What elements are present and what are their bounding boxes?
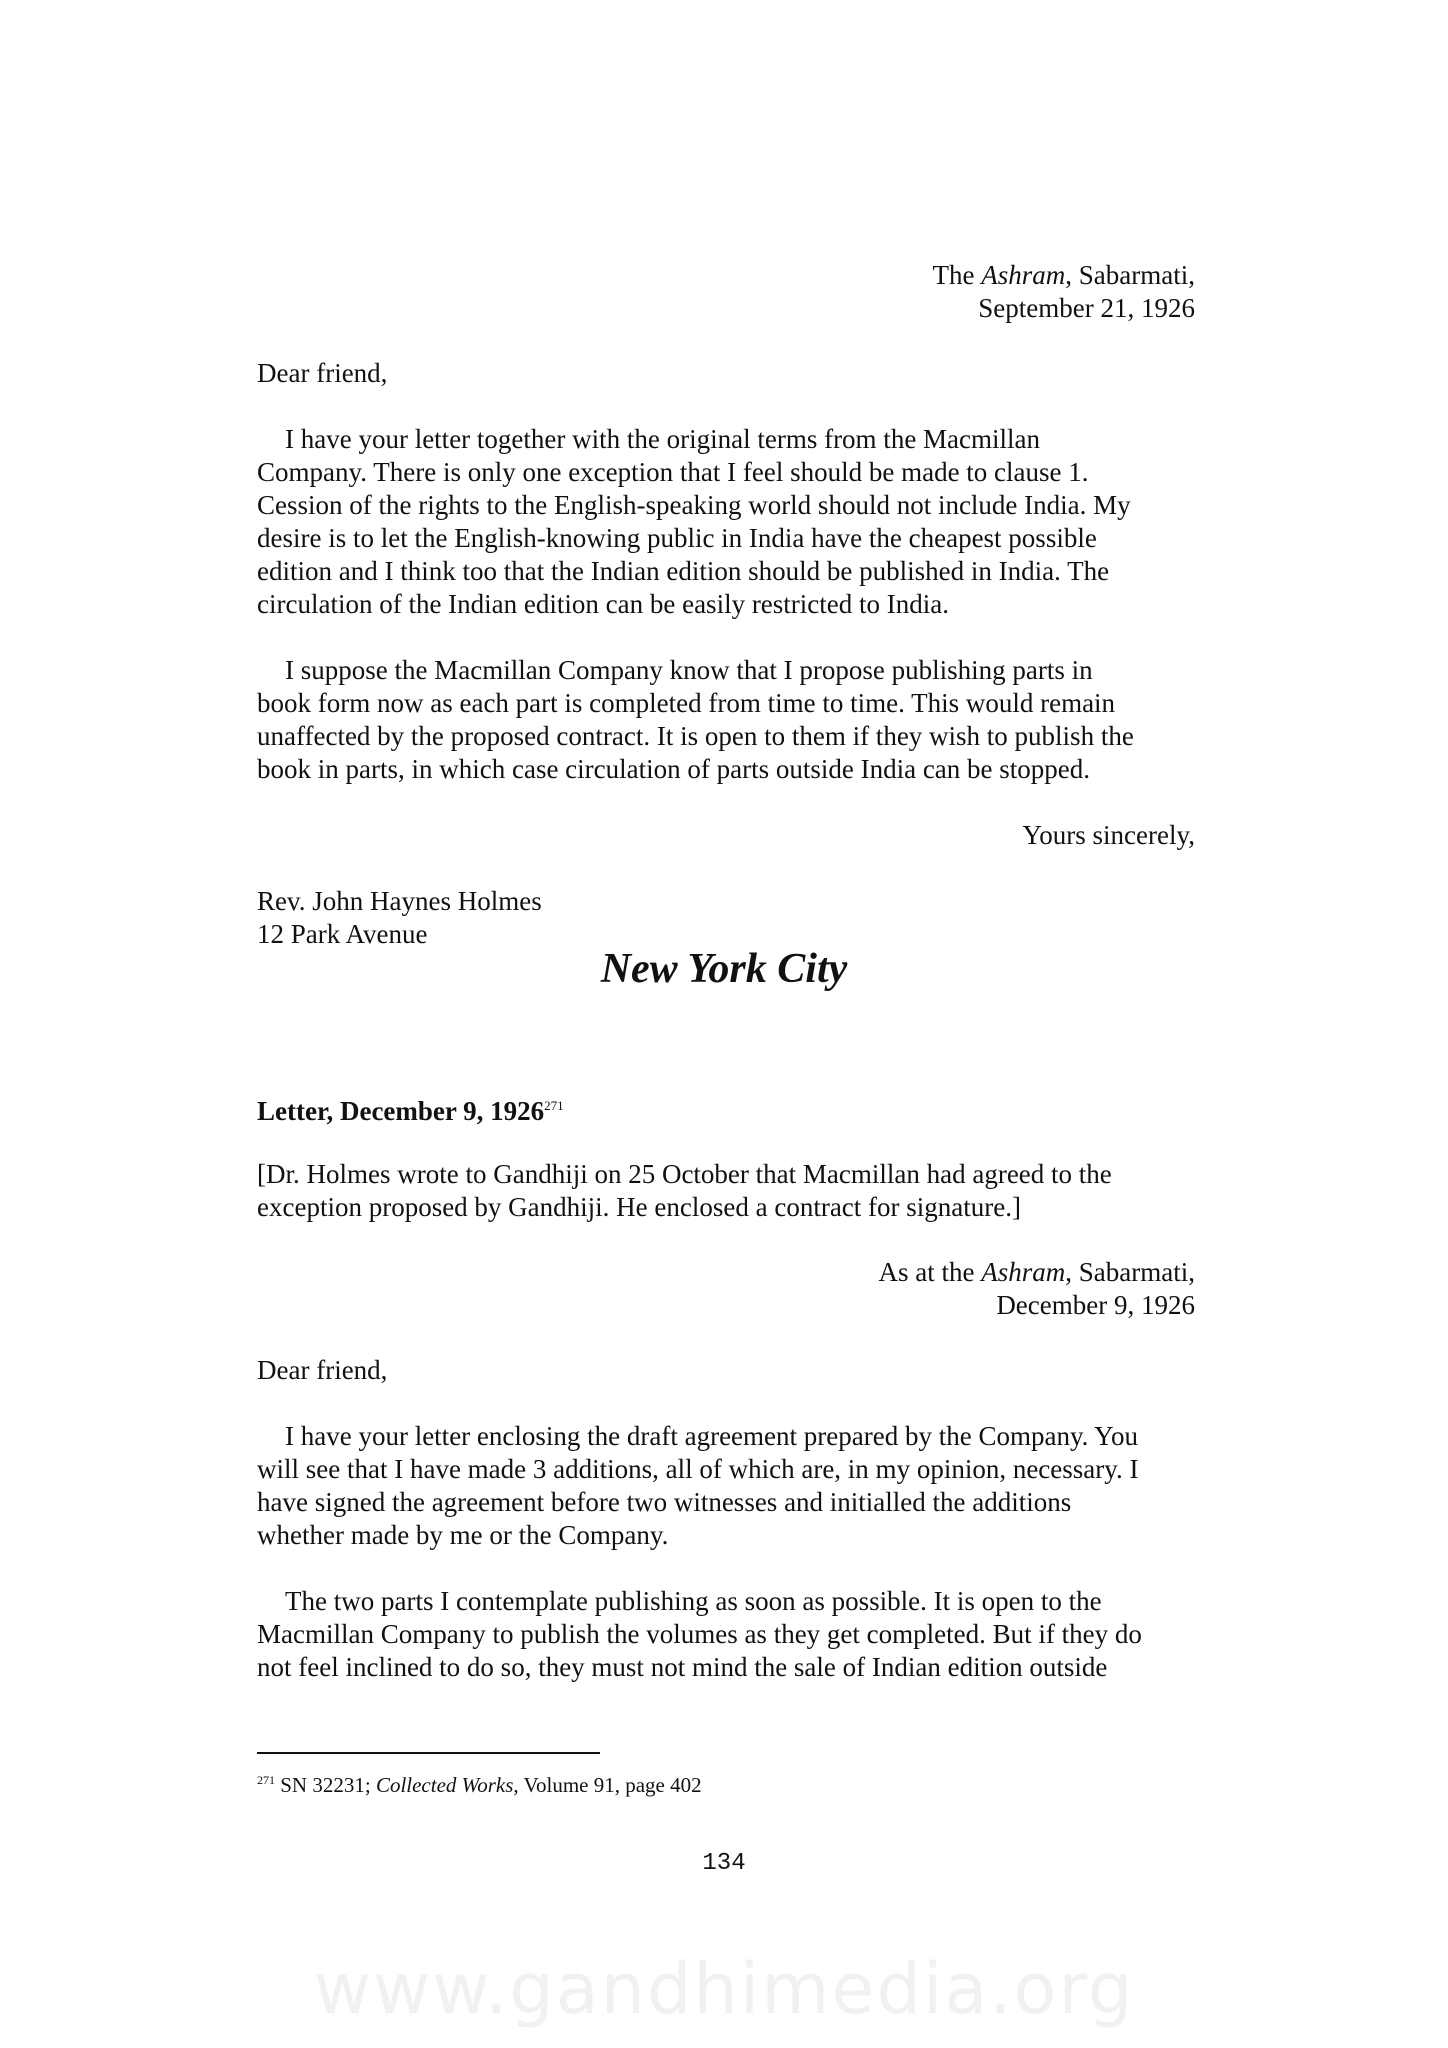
address-text: , Sabarmati, <box>1065 1257 1195 1287</box>
recipient-city: New York City <box>600 946 848 992</box>
paragraph-line: Macmillan Company to publish the volumes as they get completed. But if they do <box>257 1619 1142 1649</box>
paragraph-line: The two parts I contemplate publishing as soon as possible. It is open to the <box>285 1586 1102 1616</box>
paragraph-line: edition and I think too that the Indian edition should be published in India. The <box>257 556 1110 586</box>
paragraph-line: I have your letter enclosing the draft agreement prepared by the Company. You <box>285 1421 1138 1451</box>
paragraph-line: exception proposed by Gandhiji. He enclosed a contract for signature.] <box>257 1192 1021 1222</box>
paragraph-line: I have your letter together with the original terms from the Macmillan <box>285 424 1041 454</box>
paragraph-line: will see that I have made 3 additions, all of which are, in my opinion, necessary. I <box>257 1454 1139 1484</box>
address-text: The <box>932 260 982 290</box>
paragraph-line: circulation of the Indian edition can be easily restricted to India. <box>257 589 949 619</box>
paragraph-line: book form now as each part is completed from time to time. This would remain <box>257 688 1116 718</box>
recipient-street: 12 Park Avenue <box>257 919 428 949</box>
address-ashram: Ashram <box>981 260 1066 290</box>
letter1-paragraph-2 <box>257 654 1217 786</box>
footnote-divider <box>257 1752 600 1754</box>
paragraph-line: Company. There is only one exception that I feel should be made to clause 1. <box>257 457 1089 487</box>
paragraph-line: desire is to let the English-knowing public in India have the cheapest possible <box>257 523 1097 553</box>
footnote-number: 271 <box>257 1773 275 1787</box>
address-text: , Sabarmati, <box>1065 260 1195 290</box>
watermark: www.gandhimedia.org <box>313 1948 1135 2030</box>
footnote <box>257 1766 702 1799</box>
letter1-paragraph-1 <box>257 423 1217 621</box>
letter1-salutation: Dear friend, <box>257 358 388 388</box>
page-number: 134 <box>702 1850 746 1877</box>
letter2-heading-text: Letter, December 9, 1926 <box>257 1096 545 1126</box>
footnote-reference: 271 <box>544 1098 564 1113</box>
letter2-date: December 9, 1926 <box>996 1290 1195 1320</box>
letter1-address <box>933 259 1195 325</box>
recipient-name: Rev. John Haynes Holmes <box>257 886 542 916</box>
paragraph-line: whether made by me or the Company. <box>257 1520 669 1550</box>
letter2-address-line1 <box>879 1256 1195 1289</box>
footnote-text: , Volume 91, page 402 <box>513 1773 702 1797</box>
paragraph-line: [Dr. Holmes wrote to Gandhiji on 25 October that Macmillan had agreed to the <box>257 1159 1112 1189</box>
letter2-editorial-note <box>257 1158 1217 1224</box>
paragraph-line: Cession of the rights to the English-speaking world should not include India. My <box>257 490 1131 520</box>
letter2-paragraph-2 <box>257 1585 1217 1684</box>
address-ashram: Ashram <box>981 1257 1066 1287</box>
paragraph-line: I suppose the Macmillan Company know that I propose publishing parts in <box>285 655 1093 685</box>
paragraph-line: not feel inclined to do so, they must not mind the sale of Indian edition outside <box>257 1652 1108 1682</box>
letter2-paragraph-1 <box>257 1420 1217 1552</box>
paragraph-line: have signed the agreement before two witnesses and initialled the additions <box>257 1487 1072 1517</box>
letter1-closing: Yours sincerely, <box>1022 820 1195 850</box>
letter2-address <box>879 1256 1195 1322</box>
footnote-text: SN 32231; <box>275 1773 376 1797</box>
letter1-address-line1 <box>933 259 1195 292</box>
paragraph-line: book in parts, in which case circulation of parts outside India can be stopped. <box>257 754 1091 784</box>
letter2-heading <box>257 1096 564 1127</box>
paragraph-line: unaffected by the proposed contract. It is open to them if they wish to publish the <box>257 721 1134 751</box>
address-text: As at the <box>878 1257 982 1287</box>
footnote-title: Collected Works <box>375 1773 514 1797</box>
letter2-salutation: Dear friend, <box>257 1355 388 1385</box>
letter1-date: September 21, 1926 <box>978 293 1195 323</box>
